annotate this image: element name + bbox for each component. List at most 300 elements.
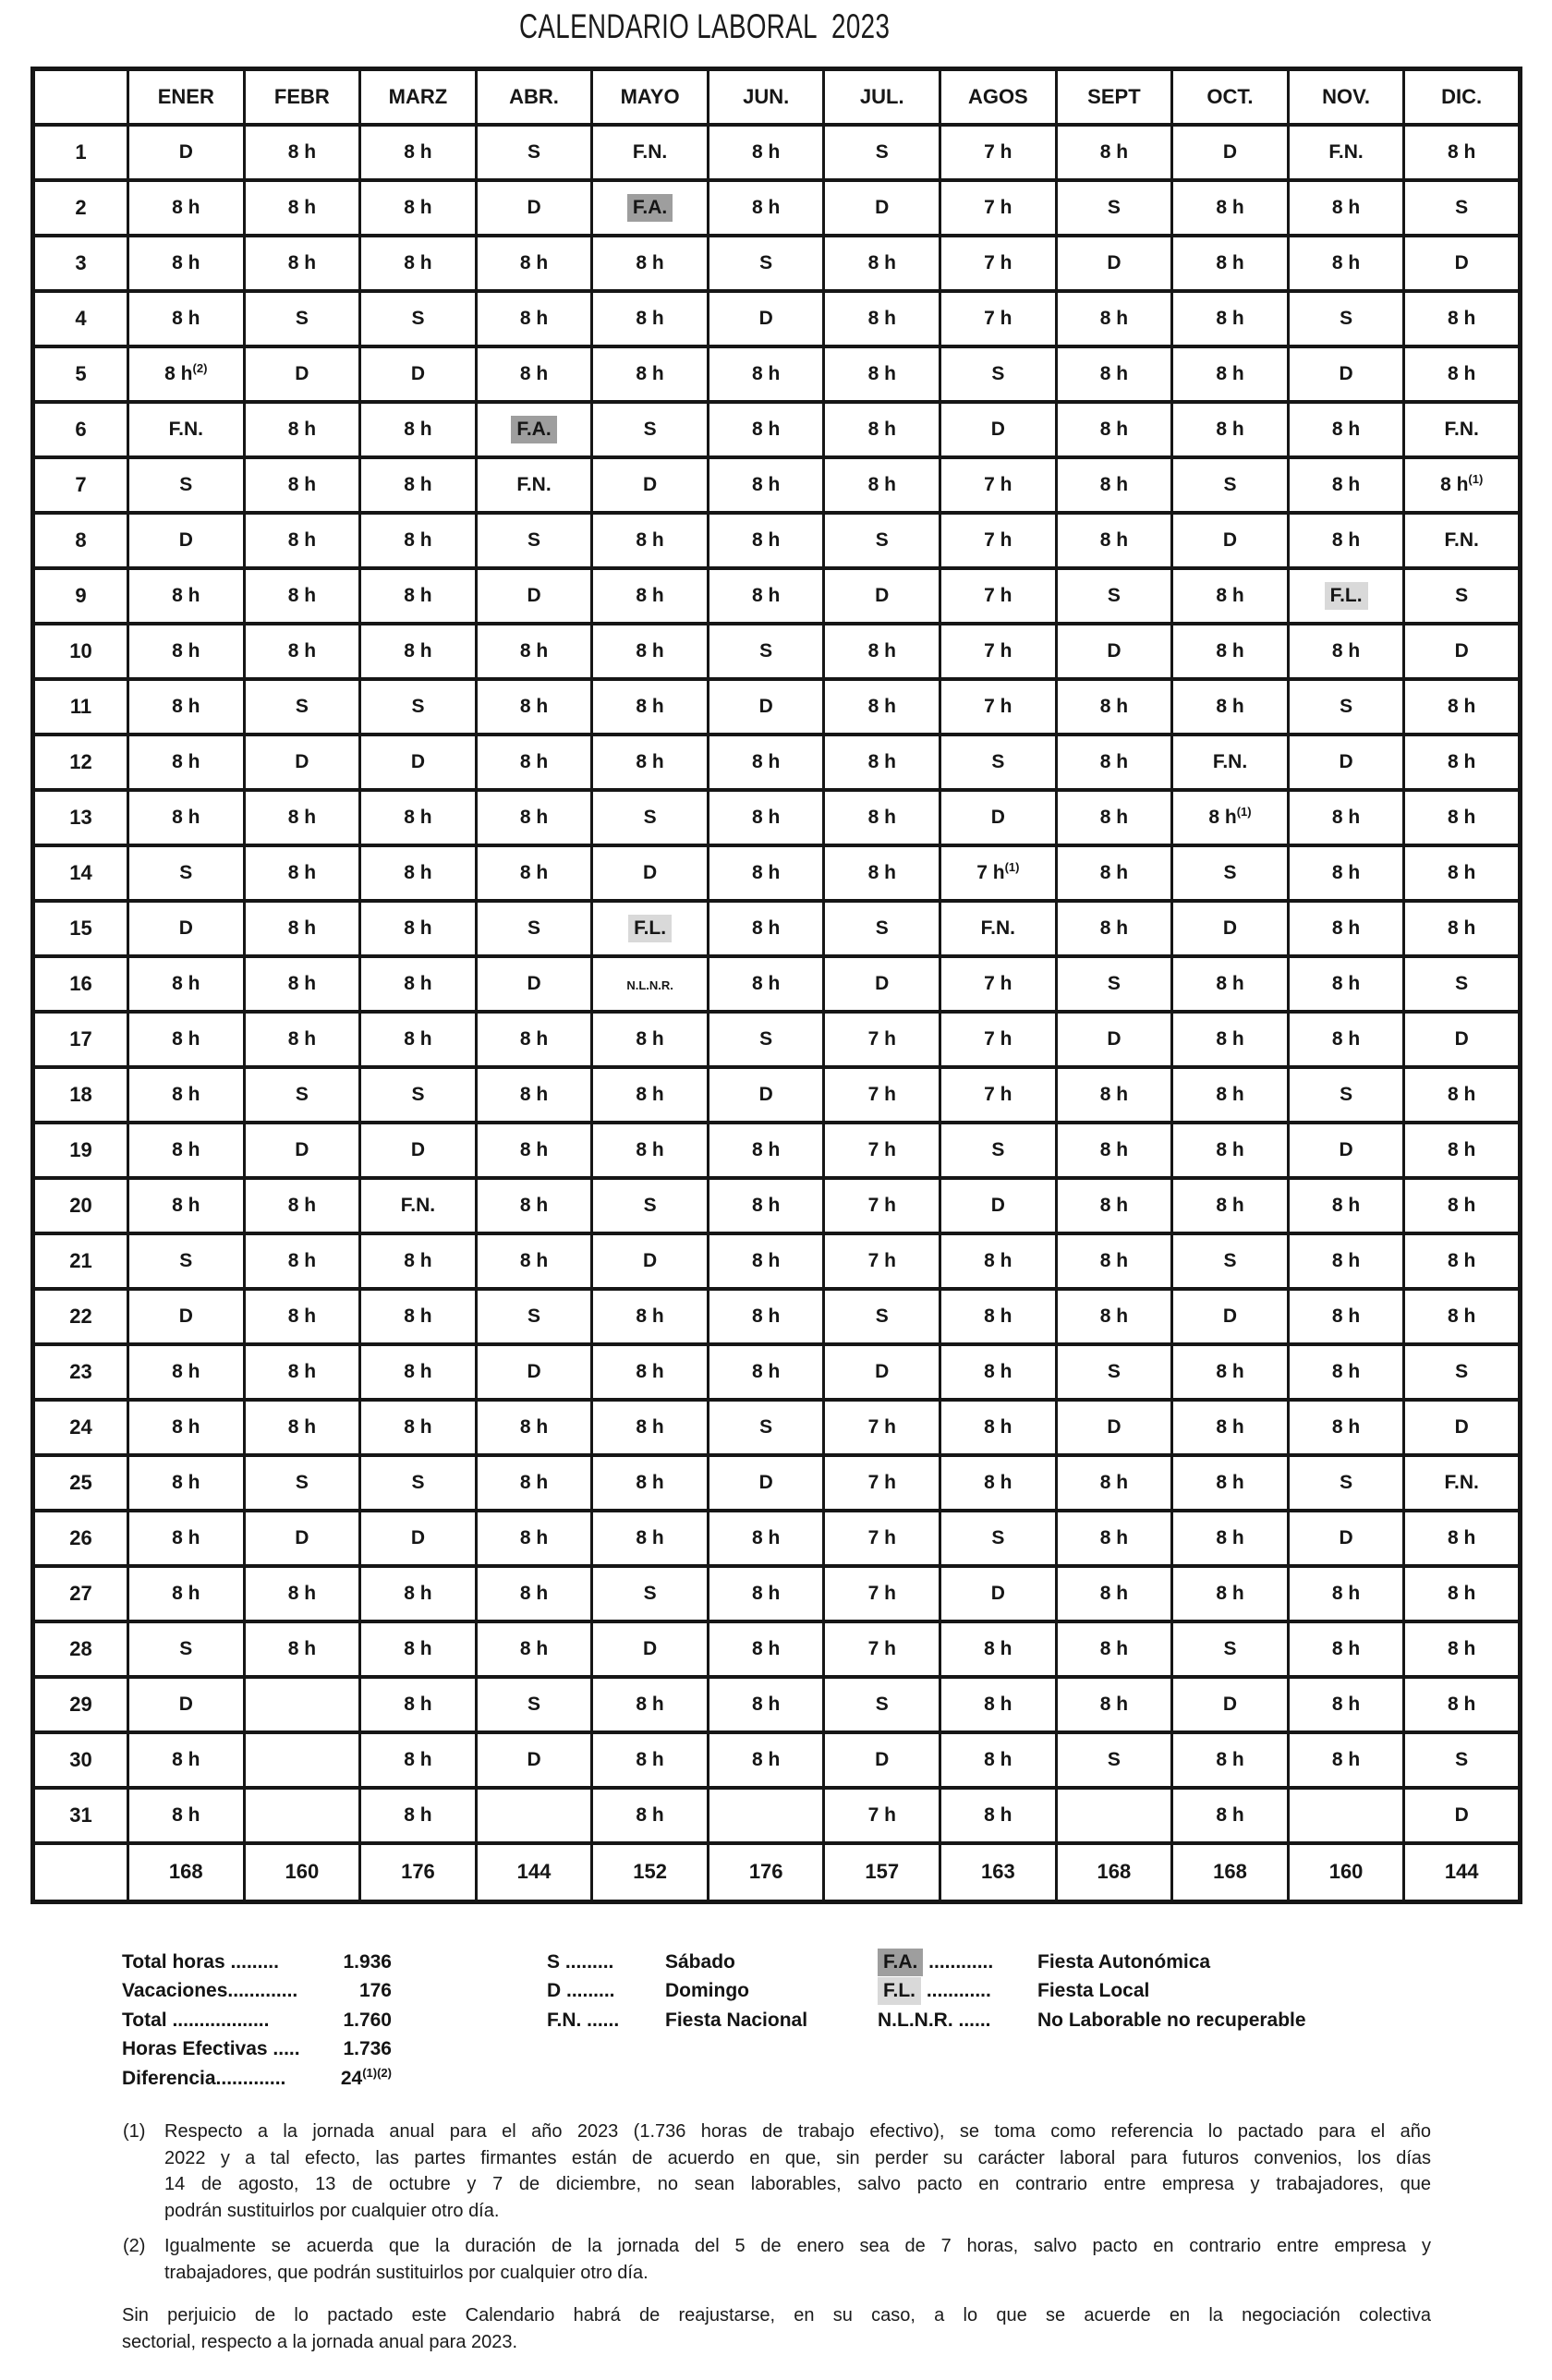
table-row — [33, 1400, 1521, 1455]
calendar-cell: 8 h — [1172, 180, 1289, 236]
calendar-cell: S — [244, 679, 360, 735]
legend-desc: Fiesta Nacional — [665, 2009, 808, 2031]
calendar-cell: 8 h — [1172, 568, 1289, 624]
calendar-cell: 7 h — [940, 956, 1057, 1012]
summary-label: Vacaciones............. — [122, 1980, 298, 2002]
calendar-cell: S — [1056, 180, 1172, 236]
calendar-cell: 8 h — [1056, 402, 1172, 457]
month-header: DIC. — [1404, 69, 1521, 125]
day-number: 8 — [33, 513, 128, 568]
calendar-cell: D — [824, 1732, 940, 1788]
calendar-cell: D — [360, 1123, 477, 1178]
closing-line: Sin perjuicio de lo pactado este Calendario habrá de reajustarse, en su caso, a lo que se acuerde en la negociación colectiva — [122, 2305, 1431, 2325]
calendar-cell: 8 h — [244, 901, 360, 956]
calendar-cell: 8 h — [1056, 1677, 1172, 1732]
calendar-cell: 8 h — [1288, 180, 1404, 236]
calendar-cell: 8 h — [1172, 679, 1289, 735]
calendar-cell: 8 h — [1172, 291, 1289, 346]
calendar-cell: 8 h — [708, 346, 824, 402]
calendar-cell: 8 h — [1172, 624, 1289, 679]
calendar-cell: 8 h — [708, 568, 824, 624]
calendar-cell: 8 h — [592, 624, 709, 679]
calendar-cell: 8 h — [360, 236, 477, 291]
calendar-cell: 8 h — [1404, 1123, 1521, 1178]
day-number: 13 — [33, 790, 128, 845]
calendar-cell: S — [940, 1123, 1057, 1178]
calendar-cell: 8 h — [1172, 1566, 1289, 1621]
calendar-cell: 8 h — [1288, 457, 1404, 513]
footnote — [123, 2119, 1431, 2224]
calendar-cell: 8 h — [1172, 1012, 1289, 1067]
calendar-cell: 8 $h^{(1)}$ — [1172, 790, 1289, 845]
calendar-cell: 8 h — [592, 236, 709, 291]
calendar-cell: 8 h — [1404, 125, 1521, 180]
calendar-cell: 8 h — [476, 845, 592, 901]
legend-row — [878, 1980, 1306, 2009]
calendar-cell: 8 h — [1404, 901, 1521, 956]
legend-desc: Domingo — [665, 1980, 749, 2002]
month-header: JUL. — [824, 69, 940, 125]
legend-days — [547, 1951, 807, 2038]
calendar-cell: S — [1288, 679, 1404, 735]
calendar-cell: 7 h — [940, 180, 1057, 236]
day-number: 14 — [33, 845, 128, 901]
calendar-cell: 8 h — [824, 679, 940, 735]
calendar-cell: 8 h — [940, 1732, 1057, 1788]
calendar-cell: D — [940, 1566, 1057, 1621]
legend-abbr-text: N.L.N.R. — [878, 2009, 953, 2031]
calendar-cell: 8 h — [1404, 1621, 1521, 1677]
calendar-cell: 8 h — [128, 236, 245, 291]
footnote-text — [164, 2233, 1431, 2286]
calendar-cell: 8 h — [1056, 346, 1172, 402]
calendar-cell: 8 h — [244, 1178, 360, 1233]
calendar-cell: 7 h — [940, 291, 1057, 346]
calendar-cell: S — [1172, 1233, 1289, 1289]
footnote-text — [164, 2119, 1431, 2224]
day-number: 11 — [33, 679, 128, 735]
calendar-cell: D — [476, 180, 592, 236]
calendar-cell: 8 h — [128, 735, 245, 790]
calendar-cell: 8 h — [244, 236, 360, 291]
calendar-cell: 8 h — [708, 1123, 824, 1178]
calendar-cell: 8 h — [360, 402, 477, 457]
calendar-cell: 8 h — [244, 1344, 360, 1400]
calendar-cell: S — [708, 236, 824, 291]
calendar-cell: S — [824, 1289, 940, 1344]
day-number: 6 — [33, 402, 128, 457]
calendar-cell: 8 h — [592, 735, 709, 790]
calendar-cell: S — [360, 291, 477, 346]
day-number: 22 — [33, 1289, 128, 1344]
month-total: 168 — [1172, 1843, 1289, 1902]
table-row — [33, 956, 1521, 1012]
calendar-cell: 8 h — [244, 125, 360, 180]
month-total: 160 — [1288, 1843, 1404, 1902]
calendar-cell: F.N. — [1404, 1455, 1521, 1511]
footnote-line: 2022 y a tal efecto, las partes firmantes están de acuerdo en que, sin perder su carácter laboral para futuros convenios, los días — [164, 2147, 1431, 2168]
calendar-cell: 8 h — [360, 1788, 477, 1843]
calendar-cell: 8 h — [1172, 402, 1289, 457]
calendar-cell: 8 h — [708, 1178, 824, 1233]
calendar-cell: D — [128, 513, 245, 568]
calendar-cell: 8 h — [244, 513, 360, 568]
calendar-cell: 8 h — [128, 1400, 245, 1455]
calendar-cell: 8 h — [1056, 1289, 1172, 1344]
calendar-cell: 8 h — [476, 236, 592, 291]
calendar-cell: F.N. — [476, 457, 592, 513]
calendar-cell: D — [1404, 1012, 1521, 1067]
calendar-cell: 8 h — [360, 1566, 477, 1621]
legend-row — [547, 2010, 807, 2038]
calendar-cell: 8 h — [360, 1677, 477, 1732]
calendar-cell: 8 h — [476, 735, 592, 790]
calendar-cell: 7 h — [940, 1067, 1057, 1123]
calendar-cell: 8 h — [824, 346, 940, 402]
calendar-cell: 8 h — [1172, 1067, 1289, 1123]
summary-label: Diferencia............. — [122, 2067, 286, 2089]
calendar-cell: 8 h — [592, 1067, 709, 1123]
calendar-cell: 8 h — [360, 624, 477, 679]
footnote-superscript: (2) — [192, 360, 208, 375]
calendar-cell: 7 h — [824, 1123, 940, 1178]
calendar-cell: 7 h — [940, 624, 1057, 679]
calendar-cell: D — [1288, 1511, 1404, 1566]
calendar-cell: S — [476, 901, 592, 956]
calendar-cell: 8 h — [1288, 901, 1404, 956]
month-total: 152 — [592, 1843, 709, 1902]
calendar-cell: D — [592, 457, 709, 513]
fiesta-local-mark: F.L. — [1325, 582, 1368, 610]
calendar-cell: 8 h — [360, 1732, 477, 1788]
calendar-cell: 8 h — [824, 291, 940, 346]
calendar-cell: 8 h — [592, 679, 709, 735]
table-row — [33, 346, 1521, 402]
calendar-cell: D — [128, 125, 245, 180]
calendar-cell: 8 h — [1172, 1455, 1289, 1511]
calendar-cell: S — [1404, 1344, 1521, 1400]
calendar-cell — [592, 956, 709, 1012]
day-number: 25 — [33, 1455, 128, 1511]
footnote-number: (2) — [123, 2236, 146, 2256]
calendar-cell: 8 h — [244, 1566, 360, 1621]
calendar-cell: 8 h — [1056, 845, 1172, 901]
calendar-cell: D — [244, 1123, 360, 1178]
calendar-cell: 8 h — [1404, 735, 1521, 790]
calendar-cell: S — [1172, 845, 1289, 901]
calendar-cell: 8 h — [360, 1012, 477, 1067]
calendar-cell: 7 h — [940, 457, 1057, 513]
calendar-cell: 8 h — [128, 180, 245, 236]
calendar-cell: F.N. — [360, 1178, 477, 1233]
calendar-cell: 8 h — [476, 1621, 592, 1677]
calendar-cell — [708, 1788, 824, 1843]
month-total: 168 — [128, 1843, 245, 1902]
calendar-cell: S — [940, 1511, 1057, 1566]
calendar-cell: D — [1172, 513, 1289, 568]
calendar-cell: S — [360, 1455, 477, 1511]
fiesta-autonomica-mark: F.A. — [627, 194, 673, 222]
calendar-cell: 8 $h^{(2)}$ — [128, 346, 245, 402]
calendar-cell: F.N. — [1404, 513, 1521, 568]
calendar-cell: D — [1172, 901, 1289, 956]
calendar-cell: 8 h — [1172, 1788, 1289, 1843]
calendar-cell: 8 h — [244, 1400, 360, 1455]
calendar-cell: 8 h — [1404, 1511, 1521, 1566]
calendar-cell: D — [708, 291, 824, 346]
calendar-cell: 8 h — [1404, 679, 1521, 735]
calendar-cell: 8 h — [476, 1566, 592, 1621]
calendar-cell: 8 h — [824, 735, 940, 790]
legend-fiestas — [878, 1951, 1306, 2038]
calendar-cell: S — [592, 1178, 709, 1233]
calendar-cell: 8 h — [1056, 735, 1172, 790]
calendar-cell: 8 h — [1288, 956, 1404, 1012]
calendar-cell: 8 h — [592, 1511, 709, 1566]
summary-value: 1.736 — [343, 2038, 392, 2060]
calendar-cell: 8 h — [1056, 1123, 1172, 1178]
calendar-cell: 8 h — [360, 1344, 477, 1400]
footnote-superscript: (1) — [1468, 471, 1484, 486]
calendar-cell: S — [824, 1677, 940, 1732]
calendar-cell: 8 h — [940, 1289, 1057, 1344]
calendar-cell: D — [244, 1511, 360, 1566]
footnote-number: (1) — [123, 2121, 146, 2142]
calendar-cell: 8 h — [1404, 790, 1521, 845]
table-row — [33, 180, 1521, 236]
footnote-superscript: (1) — [1236, 804, 1252, 819]
calendar-cell: 7 h — [824, 1566, 940, 1621]
calendar-cell: D — [824, 1344, 940, 1400]
footnote-superscript: (1)(2) — [362, 2065, 392, 2080]
calendar-cell: 8 h — [1056, 457, 1172, 513]
calendar-cell: 8 h — [244, 1012, 360, 1067]
table-row — [33, 291, 1521, 346]
calendar-cell: S — [940, 735, 1057, 790]
calendar-cell: 7 h — [940, 125, 1057, 180]
calendar-cell: 8 h — [360, 790, 477, 845]
calendar-cell: 8 h — [1404, 346, 1521, 402]
calendar-cell: 8 h — [1172, 1178, 1289, 1233]
calendar-cell: 8 h — [476, 1400, 592, 1455]
calendar-cell — [244, 1788, 360, 1843]
totals-row — [33, 1843, 1521, 1902]
month-total: 144 — [476, 1843, 592, 1902]
calendar-cell: 8 h — [360, 180, 477, 236]
month-total: 160 — [244, 1843, 360, 1902]
day-number: 18 — [33, 1067, 128, 1123]
calendar-cell: D — [360, 735, 477, 790]
calendar-cell: 8 h — [244, 568, 360, 624]
calendar-cell: D — [1288, 1123, 1404, 1178]
legend-abbr: F.L. ............ — [878, 1980, 1037, 2002]
summary-row — [122, 2065, 392, 2096]
calendar-cell: 8 h — [1288, 1400, 1404, 1455]
month-header: JUN. — [708, 69, 824, 125]
table-row — [33, 901, 1521, 956]
legend-abbr-text: F.L. — [878, 1977, 921, 2005]
summary-row — [122, 2038, 392, 2067]
table-header — [33, 69, 1521, 125]
calendar-cell: D — [476, 568, 592, 624]
calendar-cell: 8 h — [592, 346, 709, 402]
calendar-cell: 8 h — [1172, 1344, 1289, 1400]
table-row — [33, 236, 1521, 291]
calendar-cell: 8 h — [708, 901, 824, 956]
calendar-cell: S — [592, 790, 709, 845]
calendar-cell: 8 h — [1172, 346, 1289, 402]
calendar-cell: 8 h — [128, 1067, 245, 1123]
table-row — [33, 457, 1521, 513]
calendar-cell: 7 h — [940, 513, 1057, 568]
calendar-cell: 8 h — [244, 845, 360, 901]
summary-label: Total .................. — [122, 2009, 270, 2031]
calendar-cell: D — [360, 346, 477, 402]
calendar-cell: S — [1404, 568, 1521, 624]
calendar-cell: 8 h — [592, 1123, 709, 1178]
calendar-cell: 8 h — [476, 1067, 592, 1123]
calendar-cell: 8 h — [128, 624, 245, 679]
calendar-cell: 8 h — [592, 291, 709, 346]
day-number: 2 — [33, 180, 128, 236]
calendar-cell: 8 h — [708, 513, 824, 568]
calendar-cell: 8 h — [476, 790, 592, 845]
calendar-cell: S — [1056, 568, 1172, 624]
calendar-cell: 8 h — [128, 1566, 245, 1621]
month-header: FEBR — [244, 69, 360, 125]
calendar-cell: 8 h — [1288, 513, 1404, 568]
calendar-cell: 8 h — [1056, 1566, 1172, 1621]
calendar-cell: 8 h — [244, 624, 360, 679]
calendar-cell: S — [940, 346, 1057, 402]
calendar-cell: 8 h — [476, 624, 592, 679]
footnotes — [123, 2119, 1431, 2295]
calendar-cell: 8 h — [592, 513, 709, 568]
calendar-cell — [1288, 1788, 1404, 1843]
calendar-cell: 8 h — [1288, 790, 1404, 845]
table-row — [33, 513, 1521, 568]
calendar-cell: 8 h — [1288, 1344, 1404, 1400]
calendar-cell: 8 h — [708, 402, 824, 457]
day-number: 12 — [33, 735, 128, 790]
month-total: 176 — [708, 1843, 824, 1902]
calendar-cell: 8 h — [1056, 125, 1172, 180]
calendar-cell: 8 h — [708, 845, 824, 901]
table-body — [33, 125, 1521, 1902]
calendar-cell: D — [1056, 1400, 1172, 1455]
calendar-cell: 8 h — [128, 790, 245, 845]
calendar-cell: D — [1172, 125, 1289, 180]
legend-row — [878, 1951, 1306, 1980]
calendar-cell: F.N. — [1404, 402, 1521, 457]
calendar-cell: 8 h — [708, 1344, 824, 1400]
day-number: 10 — [33, 624, 128, 679]
calendar-cell: 8 h — [476, 1123, 592, 1178]
calendar-cell: 8 h — [244, 1621, 360, 1677]
calendar-cell: 8 h — [940, 1455, 1057, 1511]
footnote-line: podrán sustituirlos por cualquier otro día. — [164, 2200, 500, 2221]
calendar-cell: S — [1404, 956, 1521, 1012]
calendar-cell: D — [360, 1511, 477, 1566]
calendar-cell: 8 h — [1288, 236, 1404, 291]
calendar-cell: 8 h — [1288, 845, 1404, 901]
month-total: 176 — [360, 1843, 477, 1902]
calendar-cell: 8 h — [708, 180, 824, 236]
summary-value: 176 — [358, 1980, 392, 2002]
calendar-cell: 8 h — [940, 1677, 1057, 1732]
calendar-cell: 8 h — [360, 1621, 477, 1677]
summary-row — [122, 2010, 392, 2038]
calendar-cell: D — [824, 180, 940, 236]
summary-value: 1.936 — [343, 1951, 392, 1973]
footnote-superscript: (1) — [1004, 859, 1020, 874]
day-number: 28 — [33, 1621, 128, 1677]
calendar-cell: 8 h — [128, 1732, 245, 1788]
calendar-cell: 8 h — [360, 513, 477, 568]
calendar-cell: 8 h — [360, 1233, 477, 1289]
day-number: 21 — [33, 1233, 128, 1289]
calendar-cell: 8 h — [128, 1012, 245, 1067]
calendar-cell — [476, 402, 592, 457]
legend-desc: Fiesta Local — [1037, 1980, 1150, 2002]
calendar-cell: S — [1288, 1455, 1404, 1511]
calendar-cell: 8 h — [128, 956, 245, 1012]
table-row — [33, 125, 1521, 180]
table-row — [33, 1344, 1521, 1400]
calendar-cell: 8 h — [244, 1289, 360, 1344]
legend-desc: Sábado — [665, 1951, 735, 1973]
calendar-cell: 8 h — [1056, 291, 1172, 346]
calendar-cell: D — [1056, 624, 1172, 679]
calendar-cell: S — [1056, 956, 1172, 1012]
calendar-cell: 8 $h^{(1)}$ — [1404, 457, 1521, 513]
calendar-cell: 8 h — [708, 125, 824, 180]
calendar-cell — [1288, 568, 1404, 624]
calendar-cell: 8 h — [360, 1400, 477, 1455]
day-number: 5 — [33, 346, 128, 402]
calendar-cell: 8 h — [244, 402, 360, 457]
table-row — [33, 1566, 1521, 1621]
calendar-cell: 8 h — [244, 180, 360, 236]
calendar-cell: 7 h — [940, 568, 1057, 624]
calendar-cell: 8 h — [708, 1677, 824, 1732]
calendar-cell: D — [476, 1344, 592, 1400]
legend-row — [547, 1951, 807, 1980]
table-row — [33, 1788, 1521, 1843]
calendar-cell: 8 h — [1056, 1067, 1172, 1123]
legend-abbr-text: D — [547, 1980, 562, 2002]
legend-row — [878, 2010, 1306, 2038]
calendar-cell: S — [592, 402, 709, 457]
table-row — [33, 1621, 1521, 1677]
footnote-line: Respecto a la jornada anual para el año 2023 (1.736 horas de trabajo efectivo), se toma como referencia lo pactado para el año — [164, 2121, 1431, 2142]
calendar-cell: S — [128, 845, 245, 901]
calendar-cell: 8 h — [1404, 1289, 1521, 1344]
calendar-cell: 7 h — [824, 1012, 940, 1067]
calendar-cell: 8 h — [244, 457, 360, 513]
calendar-cell: 8 h — [708, 735, 824, 790]
legend-abbr-text: F.A. — [878, 1949, 923, 1976]
calendar-cell: S — [244, 291, 360, 346]
table-row — [33, 679, 1521, 735]
calendar-cell — [592, 180, 709, 236]
calendar-cell: 8 h — [940, 1400, 1057, 1455]
calendar-cell — [1056, 1788, 1172, 1843]
calendar-cell — [476, 1788, 592, 1843]
calendar-cell: F.N. — [940, 901, 1057, 956]
calendar-cell: 8 h — [1056, 1621, 1172, 1677]
calendar-cell: 8 h — [1172, 236, 1289, 291]
